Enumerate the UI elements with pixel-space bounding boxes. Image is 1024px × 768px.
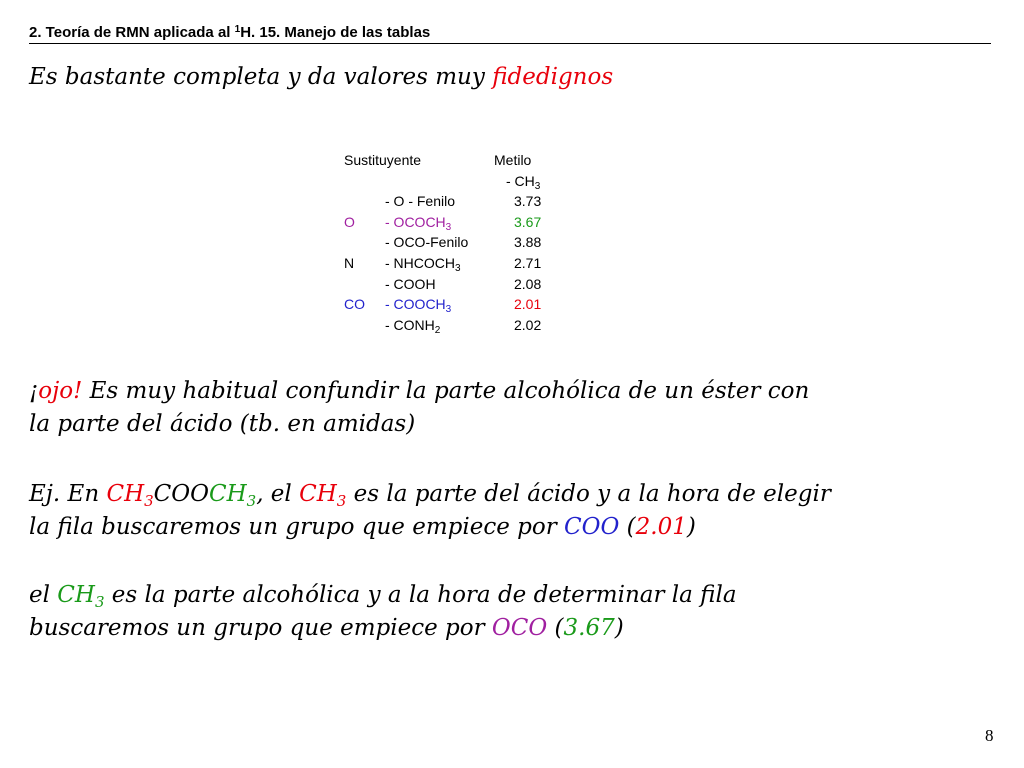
shift-value-acid: 2.01 — [635, 514, 687, 540]
paragraph-example-line2 — [29, 511, 1019, 544]
paragraph-warning-line2: la parte del ácido (tb. en amidas) — [29, 411, 416, 437]
example-text2: la fila buscaremos un grupo que empiece por — [29, 514, 565, 540]
column-header-methyl-group — [506, 172, 540, 190]
row-shift-value: 2.02 — [514, 316, 542, 333]
open-paren: ( — [547, 615, 564, 641]
methyl-group-subscript: 3 — [534, 180, 541, 192]
shift-value-alcohol: 3.67 — [563, 615, 615, 641]
paragraph-warning — [29, 375, 1019, 441]
formula-ch-text: CH — [208, 481, 247, 507]
substituent-text: - NHCOCH — [385, 254, 455, 271]
paragraph-alcohol-line2 — [29, 612, 1019, 645]
formula-ch-text: CH — [57, 582, 95, 608]
formula-ch3-alcohol-ref — [57, 582, 105, 611]
formula-ch3-acid-ref — [299, 481, 347, 510]
alcohol-el: el — [29, 582, 58, 608]
intro-text: Es bastante completa y da valores muy — [29, 64, 493, 90]
row-substituent — [385, 233, 468, 251]
example-comma-el: , el — [256, 481, 300, 507]
row-substituent — [385, 316, 440, 334]
row-shift-value: 2.08 — [514, 275, 542, 292]
alcohol-text2: buscaremos un grupo que empiece por — [29, 615, 492, 641]
methyl-group-text: - CH — [506, 172, 535, 189]
page-number: 8 — [985, 726, 994, 745]
row-substituent — [385, 275, 436, 293]
row-shift-value: 3.73 — [514, 193, 542, 210]
row-substituent — [385, 254, 461, 272]
formula-ch3-alcohol — [208, 481, 257, 510]
formula-subscript: 3 — [94, 593, 105, 611]
row-atom-label: N — [344, 254, 355, 271]
row-shift-value: 2.01 — [514, 296, 542, 313]
substituent-subscript: 2 — [434, 324, 441, 336]
row-shift-value: 3.67 — [514, 213, 542, 230]
row-atom-label: CO — [344, 296, 365, 313]
paragraph-alcohol — [29, 579, 1019, 645]
intro-highlight: fidedignos — [492, 64, 614, 90]
column-header-substituent: Sustituyente — [344, 152, 422, 168]
paragraph-warning-line1 — [29, 375, 1019, 408]
substituent-text: - OCOCH — [385, 213, 446, 230]
substituent-text: - COOCH — [385, 296, 446, 313]
paragraph-warning-text1: Es muy habitual confundir la parte alcohólica de un éster con — [82, 378, 810, 404]
header-superscript: 1 — [234, 24, 241, 35]
row-substituent — [385, 213, 451, 231]
header-title-part2: H. 15. Manejo de las tablas — [240, 24, 431, 41]
formula-ch-text: CH — [299, 481, 337, 507]
row-shift-value: 2.71 — [514, 254, 542, 271]
substituent-subscript: 3 — [455, 262, 461, 274]
substituent-subscript: 3 — [445, 304, 452, 316]
paragraph-example-line1 — [29, 478, 1019, 511]
formula-coo: COO — [153, 481, 209, 507]
slide-header — [29, 24, 991, 44]
column-header-methyl: Metilo — [494, 152, 532, 168]
formula-subscript: 3 — [246, 492, 257, 510]
intro-line — [29, 62, 613, 92]
substituent-subscript: 3 — [445, 221, 452, 233]
header-title-part1: 2. Teoría de RMN aplicada al — [29, 24, 235, 41]
substituent-text: - COOH — [385, 275, 436, 292]
open-paren: ( — [619, 514, 636, 540]
group-oco: OCO — [491, 615, 548, 641]
row-shift-value: 3.88 — [514, 234, 542, 251]
example-prefix: Ej. En — [29, 481, 107, 507]
close-paren: ) — [686, 514, 696, 540]
alcohol-text1: es la parte alcohólica y a la hora de determinar la fila — [104, 582, 737, 608]
row-substituent — [385, 192, 455, 210]
example-text1: es la parte del ácido y a la hora de elegir — [346, 481, 831, 507]
formula-subscript: 3 — [336, 492, 347, 510]
row-substituent — [385, 295, 452, 316]
formula-ch3-acid — [106, 481, 154, 510]
formula-ch-text: CH — [106, 481, 145, 507]
close-paren: ) — [614, 615, 624, 641]
ojo-word: ojo! — [38, 378, 83, 404]
paragraph-example — [29, 478, 1019, 544]
substituent-text: - O - Fenilo — [385, 193, 456, 210]
formula-subscript: 3 — [144, 492, 154, 510]
substituent-text: - OCO-Fenilo — [385, 234, 469, 251]
substituent-text: - CONH — [385, 316, 435, 333]
group-coo: COO — [564, 514, 620, 540]
paragraph-alcohol-line1 — [29, 579, 1019, 612]
exclamation-mark: ¡ — [29, 378, 39, 404]
row-atom-label: O — [344, 213, 355, 230]
